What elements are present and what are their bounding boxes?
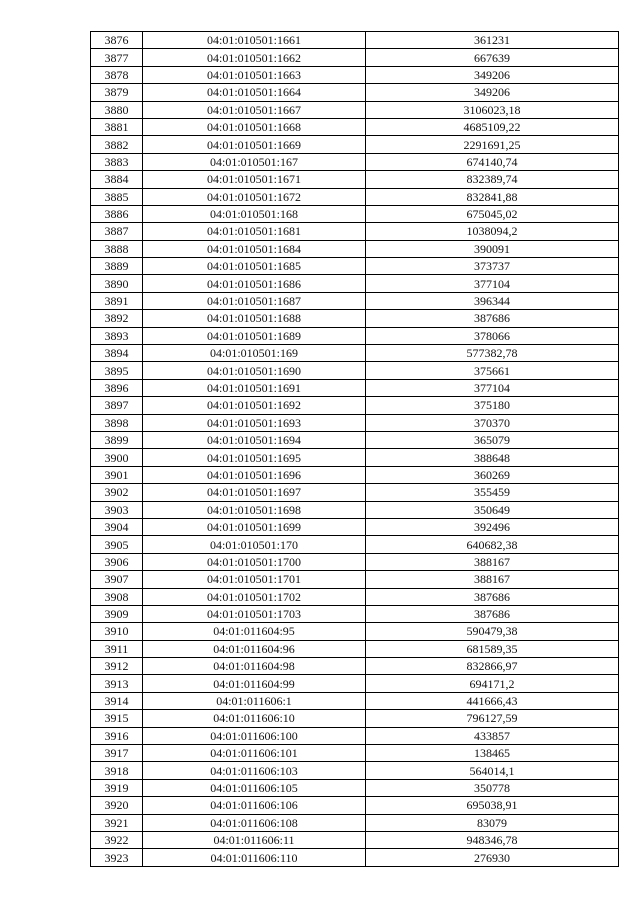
- row-number-cell: 3921: [91, 814, 143, 831]
- cadastral-number-cell: 04:01:011606:100: [143, 727, 366, 744]
- table-row: [91, 623, 619, 640]
- value-cell: 387686: [366, 605, 619, 622]
- row-number-cell: 3916: [91, 727, 143, 744]
- table-row: [91, 658, 619, 675]
- cadastral-number-cell: 04:01:011606:108: [143, 814, 366, 831]
- row-number-cell: 3891: [91, 292, 143, 309]
- table-row: [91, 745, 619, 762]
- table-row: [91, 32, 619, 49]
- cadastral-number-cell: 04:01:010501:1690: [143, 362, 366, 379]
- value-cell: 388167: [366, 553, 619, 570]
- row-number-cell: 3884: [91, 171, 143, 188]
- row-number-cell: 3876: [91, 32, 143, 49]
- value-cell: 441666,43: [366, 692, 619, 709]
- cadastral-number-cell: 04:01:011604:98: [143, 658, 366, 675]
- row-number-cell: 3912: [91, 658, 143, 675]
- cadastral-number-cell: 04:01:010501:168: [143, 205, 366, 222]
- value-cell: 674140,74: [366, 153, 619, 170]
- row-number-cell: 3899: [91, 431, 143, 448]
- cadastral-number-cell: 04:01:010501:1692: [143, 397, 366, 414]
- table-row: [91, 449, 619, 466]
- cadastral-number-cell: 04:01:010501:169: [143, 345, 366, 362]
- value-cell: 675045,02: [366, 205, 619, 222]
- cadastral-number-cell: 04:01:010501:1667: [143, 101, 366, 118]
- cadastral-number-cell: 04:01:010501:1684: [143, 240, 366, 257]
- table-row: [91, 379, 619, 396]
- value-cell: 365079: [366, 431, 619, 448]
- table-row: [91, 153, 619, 170]
- value-cell: 390091: [366, 240, 619, 257]
- row-number-cell: 3882: [91, 136, 143, 153]
- row-number-cell: 3908: [91, 588, 143, 605]
- row-number-cell: 3880: [91, 101, 143, 118]
- row-number-cell: 3881: [91, 118, 143, 135]
- value-cell: 694171,2: [366, 675, 619, 692]
- value-cell: 832389,74: [366, 171, 619, 188]
- table-row: [91, 397, 619, 414]
- cadastral-number-cell: 04:01:010501:1693: [143, 414, 366, 431]
- cadastral-value-table: [90, 31, 619, 867]
- cadastral-number-cell: 04:01:010501:1661: [143, 32, 366, 49]
- row-number-cell: 3879: [91, 84, 143, 101]
- cadastral-number-cell: 04:01:010501:1669: [143, 136, 366, 153]
- value-cell: 2291691,25: [366, 136, 619, 153]
- row-number-cell: 3877: [91, 49, 143, 66]
- table-row: [91, 49, 619, 66]
- table-row: [91, 292, 619, 309]
- table-row: [91, 205, 619, 222]
- cadastral-number-cell: 04:01:011604:96: [143, 640, 366, 657]
- table-row: [91, 136, 619, 153]
- row-number-cell: 3914: [91, 692, 143, 709]
- cadastral-number-cell: 04:01:011604:99: [143, 675, 366, 692]
- table-row: [91, 275, 619, 292]
- table-row: [91, 640, 619, 657]
- table-row: [91, 171, 619, 188]
- value-cell: 1038094,2: [366, 223, 619, 240]
- table-row: [91, 431, 619, 448]
- table-row: [91, 362, 619, 379]
- cadastral-number-cell: 04:01:010501:1681: [143, 223, 366, 240]
- cadastral-number-cell: 04:01:010501:1702: [143, 588, 366, 605]
- value-cell: 377104: [366, 379, 619, 396]
- cadastral-number-cell: 04:01:010501:170: [143, 536, 366, 553]
- table-row: [91, 779, 619, 796]
- cadastral-number-cell: 04:01:010501:1695: [143, 449, 366, 466]
- row-number-cell: 3903: [91, 501, 143, 518]
- value-cell: 590479,38: [366, 623, 619, 640]
- row-number-cell: 3897: [91, 397, 143, 414]
- value-cell: 681589,35: [366, 640, 619, 657]
- row-number-cell: 3890: [91, 275, 143, 292]
- cadastral-number-cell: 04:01:010501:1664: [143, 84, 366, 101]
- table-row: [91, 466, 619, 483]
- table-row: [91, 258, 619, 275]
- value-cell: 948346,78: [366, 831, 619, 848]
- table-row: [91, 484, 619, 501]
- row-number-cell: 3894: [91, 345, 143, 362]
- value-cell: 392496: [366, 518, 619, 535]
- cadastral-number-cell: 04:01:010501:167: [143, 153, 366, 170]
- table-row: [91, 345, 619, 362]
- cadastral-number-cell: 04:01:011606:110: [143, 849, 366, 866]
- table-row: [91, 101, 619, 118]
- value-cell: 360269: [366, 466, 619, 483]
- cadastral-number-cell: 04:01:011606:101: [143, 745, 366, 762]
- row-number-cell: 3888: [91, 240, 143, 257]
- value-cell: 667639: [366, 49, 619, 66]
- row-number-cell: 3896: [91, 379, 143, 396]
- table-row: [91, 310, 619, 327]
- table-row: [91, 414, 619, 431]
- row-number-cell: 3909: [91, 605, 143, 622]
- table-row: [91, 710, 619, 727]
- value-cell: 350649: [366, 501, 619, 518]
- row-number-cell: 3901: [91, 466, 143, 483]
- table-row: [91, 553, 619, 570]
- value-cell: 695038,91: [366, 797, 619, 814]
- row-number-cell: 3898: [91, 414, 143, 431]
- table-row: [91, 84, 619, 101]
- row-number-cell: 3900: [91, 449, 143, 466]
- value-cell: 4685109,22: [366, 118, 619, 135]
- cadastral-number-cell: 04:01:010501:1685: [143, 258, 366, 275]
- table-row: [91, 849, 619, 866]
- table-body: [91, 32, 619, 867]
- row-number-cell: 3885: [91, 188, 143, 205]
- value-cell: 433857: [366, 727, 619, 744]
- table-row: [91, 240, 619, 257]
- row-number-cell: 3887: [91, 223, 143, 240]
- cadastral-number-cell: 04:01:010501:1668: [143, 118, 366, 135]
- value-cell: 387686: [366, 310, 619, 327]
- row-number-cell: 3918: [91, 762, 143, 779]
- value-cell: 388648: [366, 449, 619, 466]
- cadastral-number-cell: 04:01:011606:1: [143, 692, 366, 709]
- value-cell: 349206: [366, 66, 619, 83]
- table-row: [91, 588, 619, 605]
- row-number-cell: 3920: [91, 797, 143, 814]
- table-row: [91, 797, 619, 814]
- table-row: [91, 188, 619, 205]
- value-cell: 355459: [366, 484, 619, 501]
- table-row: [91, 831, 619, 848]
- table-row: [91, 814, 619, 831]
- row-number-cell: 3922: [91, 831, 143, 848]
- table-row: [91, 66, 619, 83]
- table-row: [91, 536, 619, 553]
- cadastral-number-cell: 04:01:010501:1700: [143, 553, 366, 570]
- table-row: [91, 518, 619, 535]
- table-row: [91, 692, 619, 709]
- row-number-cell: 3889: [91, 258, 143, 275]
- row-number-cell: 3893: [91, 327, 143, 344]
- row-number-cell: 3911: [91, 640, 143, 657]
- cadastral-number-cell: 04:01:010501:1686: [143, 275, 366, 292]
- value-cell: 349206: [366, 84, 619, 101]
- value-cell: 375661: [366, 362, 619, 379]
- value-cell: 377104: [366, 275, 619, 292]
- cadastral-number-cell: 04:01:010501:1662: [143, 49, 366, 66]
- value-cell: 387686: [366, 588, 619, 605]
- cadastral-number-cell: 04:01:010501:1698: [143, 501, 366, 518]
- value-cell: 373737: [366, 258, 619, 275]
- row-number-cell: 3923: [91, 849, 143, 866]
- row-number-cell: 3886: [91, 205, 143, 222]
- row-number-cell: 3907: [91, 571, 143, 588]
- cadastral-number-cell: 04:01:010501:1699: [143, 518, 366, 535]
- table-row: [91, 762, 619, 779]
- cadastral-number-cell: 04:01:010501:1701: [143, 571, 366, 588]
- row-number-cell: 3910: [91, 623, 143, 640]
- cadastral-number-cell: 04:01:010501:1663: [143, 66, 366, 83]
- row-number-cell: 3902: [91, 484, 143, 501]
- cadastral-number-cell: 04:01:010501:1703: [143, 605, 366, 622]
- cadastral-number-cell: 04:01:011606:10: [143, 710, 366, 727]
- cadastral-number-cell: 04:01:010501:1672: [143, 188, 366, 205]
- value-cell: 350778: [366, 779, 619, 796]
- row-number-cell: 3906: [91, 553, 143, 570]
- row-number-cell: 3892: [91, 310, 143, 327]
- cadastral-number-cell: 04:01:010501:1671: [143, 171, 366, 188]
- row-number-cell: 3919: [91, 779, 143, 796]
- cadastral-number-cell: 04:01:011606:106: [143, 797, 366, 814]
- row-number-cell: 3905: [91, 536, 143, 553]
- value-cell: 3106023,18: [366, 101, 619, 118]
- row-number-cell: 3895: [91, 362, 143, 379]
- value-cell: 361231: [366, 32, 619, 49]
- row-number-cell: 3913: [91, 675, 143, 692]
- table-row: [91, 571, 619, 588]
- value-cell: 375180: [366, 397, 619, 414]
- cadastral-number-cell: 04:01:010501:1689: [143, 327, 366, 344]
- table-row: [91, 118, 619, 135]
- cadastral-number-cell: 04:01:010501:1691: [143, 379, 366, 396]
- table-row: [91, 223, 619, 240]
- row-number-cell: 3883: [91, 153, 143, 170]
- value-cell: 370370: [366, 414, 619, 431]
- value-cell: 564014,1: [366, 762, 619, 779]
- cadastral-number-cell: 04:01:011606:103: [143, 762, 366, 779]
- table-row: [91, 675, 619, 692]
- value-cell: 396344: [366, 292, 619, 309]
- value-cell: 388167: [366, 571, 619, 588]
- row-number-cell: 3917: [91, 745, 143, 762]
- cadastral-number-cell: 04:01:010501:1697: [143, 484, 366, 501]
- table-row: [91, 727, 619, 744]
- value-cell: 138465: [366, 745, 619, 762]
- value-cell: 378066: [366, 327, 619, 344]
- cadastral-number-cell: 04:01:011606:11: [143, 831, 366, 848]
- cadastral-number-cell: 04:01:010501:1694: [143, 431, 366, 448]
- row-number-cell: 3904: [91, 518, 143, 535]
- cadastral-number-cell: 04:01:011606:105: [143, 779, 366, 796]
- value-cell: 276930: [366, 849, 619, 866]
- value-cell: 83079: [366, 814, 619, 831]
- value-cell: 640682,38: [366, 536, 619, 553]
- value-cell: 577382,78: [366, 345, 619, 362]
- cadastral-number-cell: 04:01:011604:95: [143, 623, 366, 640]
- row-number-cell: 3915: [91, 710, 143, 727]
- cadastral-number-cell: 04:01:010501:1696: [143, 466, 366, 483]
- cadastral-number-cell: 04:01:010501:1688: [143, 310, 366, 327]
- table-row: [91, 327, 619, 344]
- table-row: [91, 501, 619, 518]
- value-cell: 832841,88: [366, 188, 619, 205]
- cadastral-number-cell: 04:01:010501:1687: [143, 292, 366, 309]
- row-number-cell: 3878: [91, 66, 143, 83]
- table-row: [91, 605, 619, 622]
- value-cell: 832866,97: [366, 658, 619, 675]
- value-cell: 796127,59: [366, 710, 619, 727]
